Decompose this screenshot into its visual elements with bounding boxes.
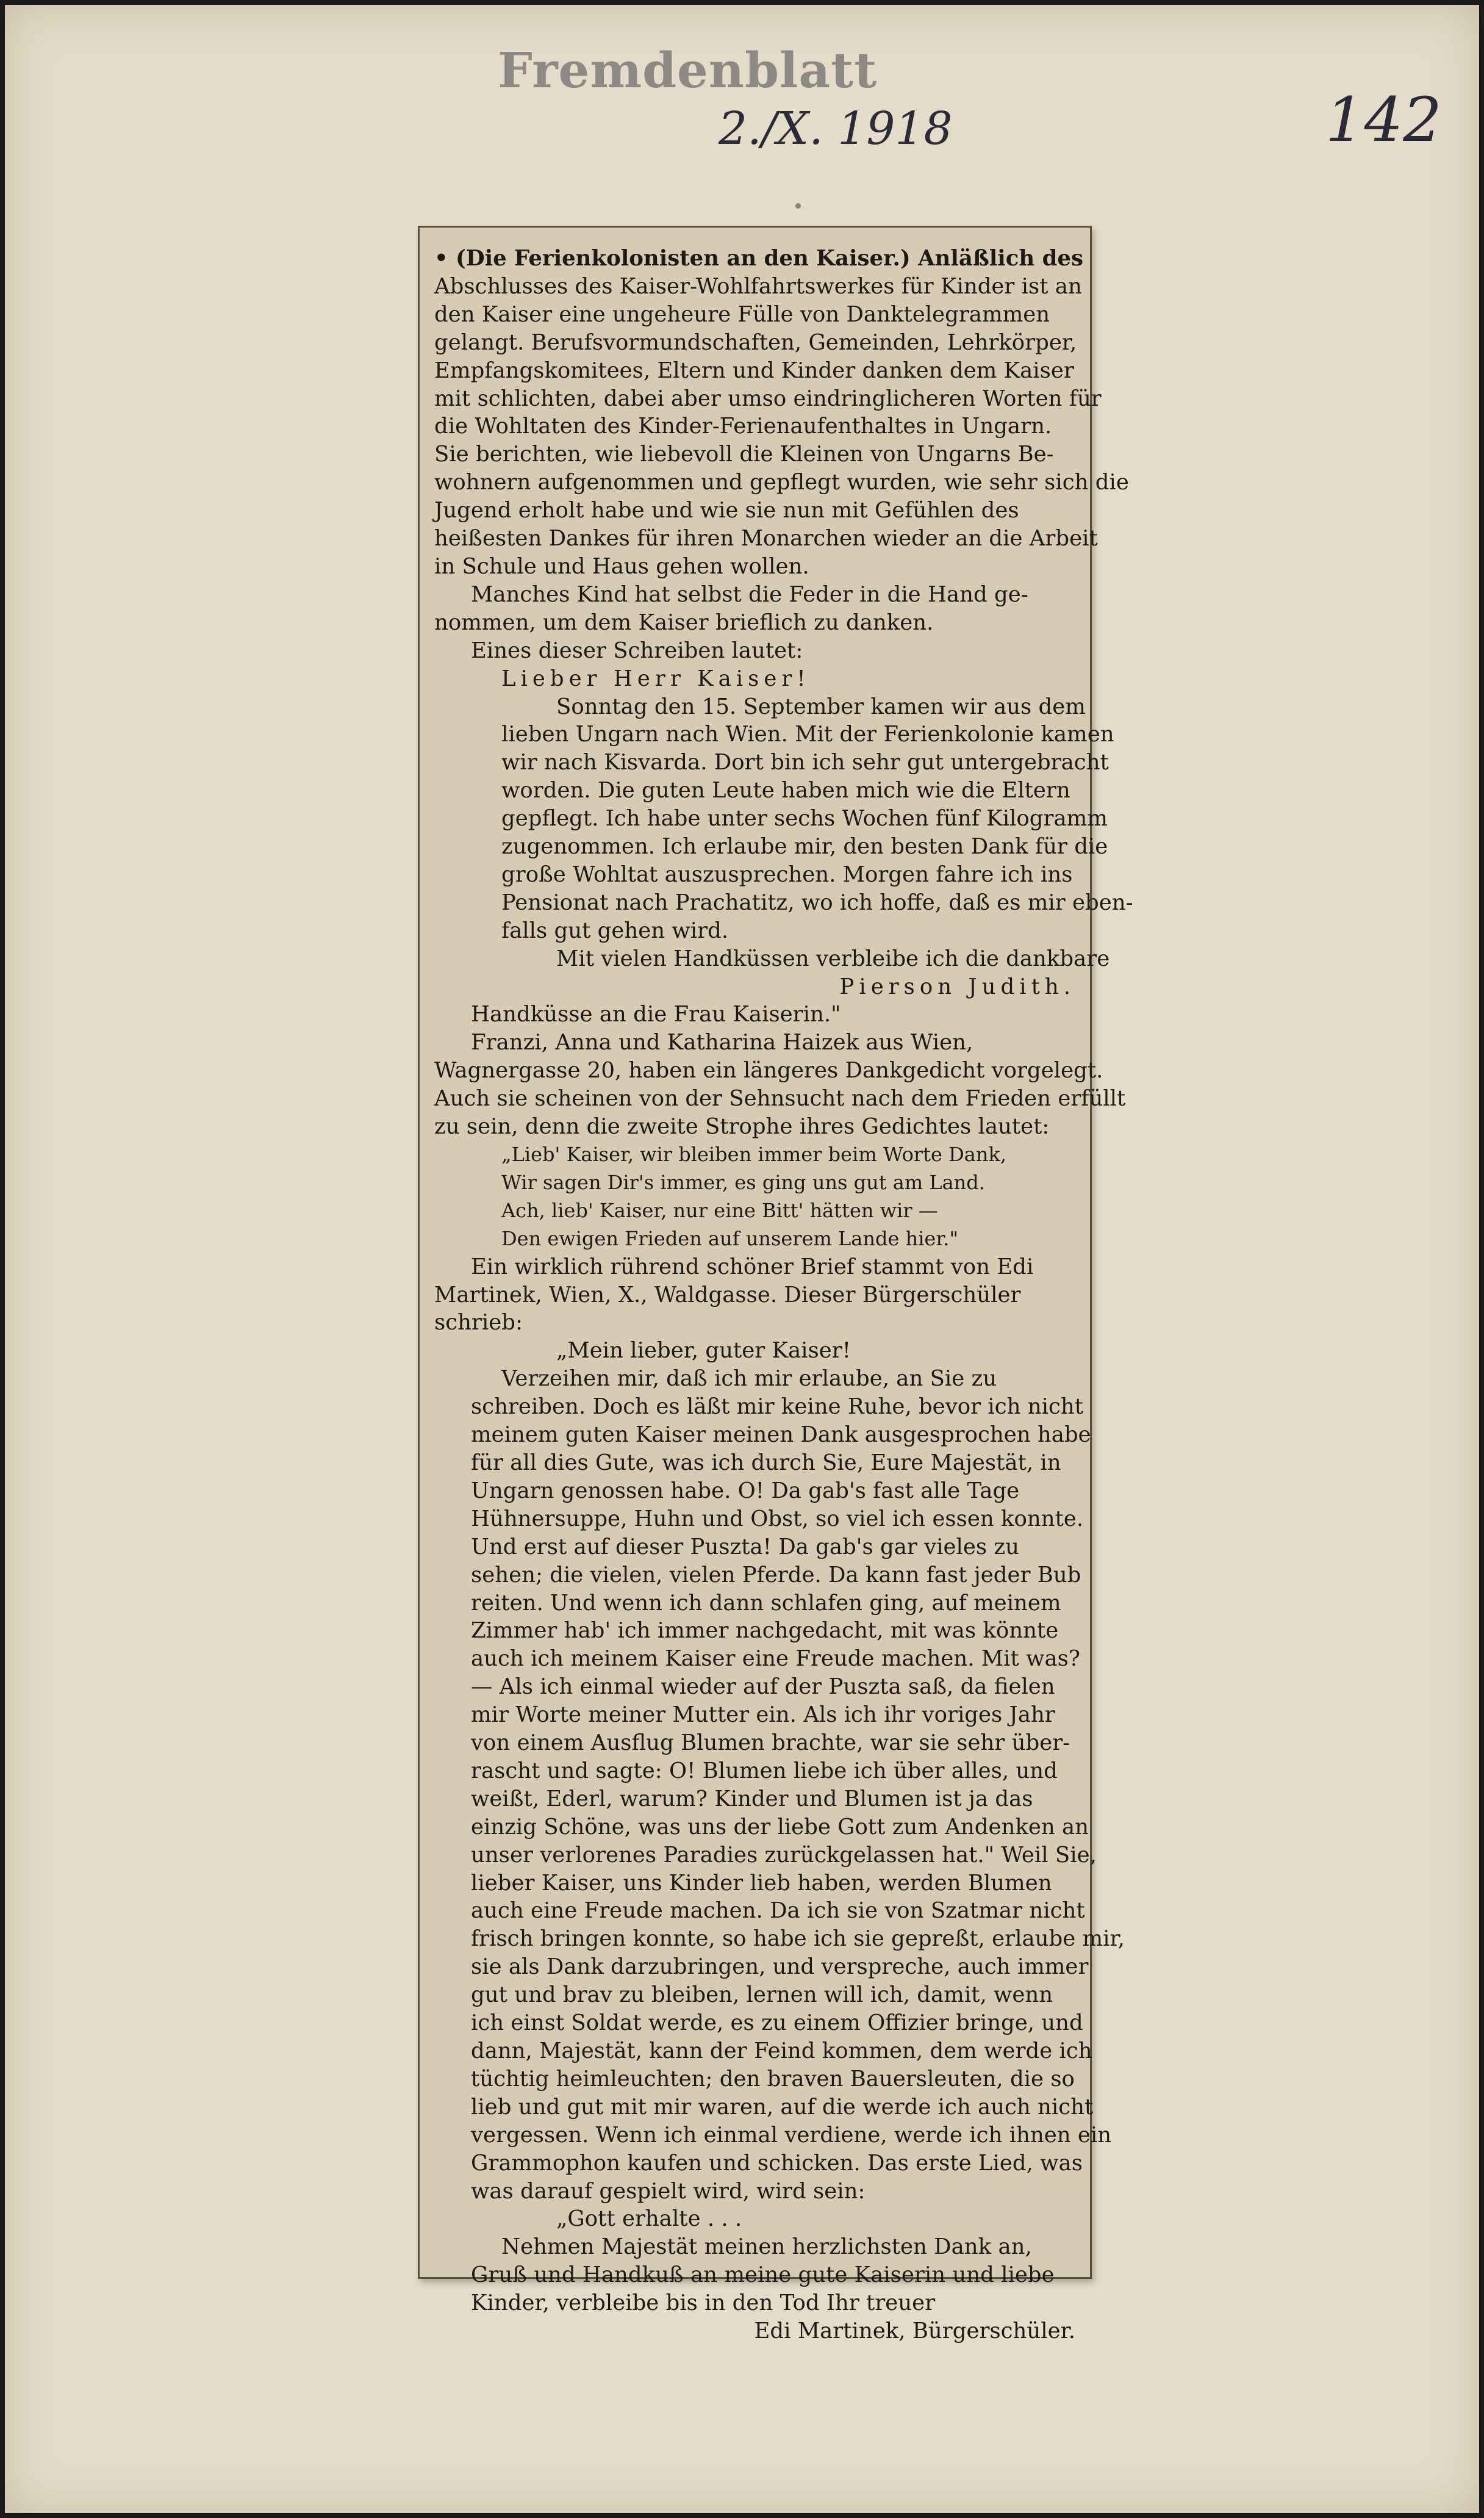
article-line: „Mein lieber, guter Kaiser! [556, 1338, 851, 1364]
article-line: Ein wirklich rührend schöner Brief stammt von Edi [471, 1254, 1034, 1279]
article-line: gelangt. Berufsvormundschaften, Gemeinden, Lehrkörper, [434, 329, 1077, 355]
article-line: Gruß und Handkuß an meine gute Kaiserin und liebe [471, 2262, 1055, 2288]
article-line: zu sein, denn die zweite Strophe ihres Gedichtes lautet: [434, 1114, 1050, 1140]
article-line: lieben Ungarn nach Wien. Mit der Ferienkolonie kamen [501, 722, 1114, 747]
ink-dot [795, 203, 801, 209]
article-line: den Kaiser eine ungeheure Fülle von Danktelegrammen [434, 301, 1050, 327]
article-line: gut und brav zu bleiben, lernen will ich, damit, wenn [471, 1982, 1053, 2008]
article-line: Eines dieser Schreiben lautet: [471, 638, 803, 663]
article-line: zugenommen. Ich erlaube mir, den besten Dank für die [501, 834, 1108, 860]
article-line: wohnern aufgenommen und gepflegt wurden, wie sehr sich die [434, 470, 1129, 495]
article-line: Jugend erholt habe und wie sie nun mit Gefühlen des [434, 498, 1019, 523]
article-line: schrieb: [434, 1310, 523, 1336]
article-line: Martinek, Wien, X., Waldgasse. Dieser Bürgerschüler [434, 1282, 1021, 1308]
article-line: tüchtig heimleuchten; den braven Bauersleuten, die so [471, 2066, 1075, 2092]
article-line: Wir sagen Dir's immer, es ging uns gut am Land. [501, 1170, 985, 1194]
article-line: unser verlorenes Paradies zurückgelassen hat." Weil Sie, [471, 1842, 1097, 1868]
article-line: meinem guten Kaiser meinen Dank ausgesprochen habe [471, 1422, 1091, 1448]
article-line: Pierson Judith. [839, 974, 1075, 999]
article-line: mir Worte meiner Mutter ein. Als ich ihr voriges Jahr [471, 1702, 1055, 1728]
article-line: für all dies Gute, was ich durch Sie, Eure Majestät, in [471, 1450, 1061, 1475]
article-line: dann, Majestät, kann der Feind kommen, dem werde ich [471, 2038, 1092, 2063]
article-line: wir nach Kisvarda. Dort bin ich sehr gut untergebracht [501, 750, 1109, 775]
article-line: große Wohltat auszusprechen. Morgen fahre ich ins [501, 862, 1073, 887]
article-line: frisch bringen konnte, so habe ich sie gepreßt, erlaube mir, [471, 1926, 1125, 1952]
article-line: Edi Martinek, Bürgerschüler. [754, 2318, 1075, 2344]
article-line: „Gott erhalte . . . [556, 2206, 742, 2232]
newspaper-stamp: Fremdenblatt [498, 41, 878, 99]
article-line: mit schlichten, dabei aber umso eindringlicheren Worten für [434, 386, 1102, 411]
article-line: auch eine Freude machen. Da ich sie von Szatmar nicht [471, 1898, 1085, 1924]
article-line: auch ich meinem Kaiser eine Freude machen. Mit was? [471, 1646, 1080, 1672]
article-line: reiten. Und wenn ich dann schlafen ging, auf meinem [471, 1590, 1061, 1616]
article-line: Sonntag den 15. September kamen wir aus dem [556, 694, 1086, 719]
article-line: Verzeihen mir, daß ich mir erlaube, an Sie zu [501, 1366, 997, 1392]
article-line: Sie berichten, wie liebevoll die Kleinen von Ungarns Be- [434, 442, 1054, 467]
article-line: Den ewigen Frieden auf unserem Lande hier." [501, 1226, 959, 1250]
article-line: Lieber Herr Kaiser! [501, 666, 811, 691]
article-line: Grammophon kaufen und schicken. Das erste Lied, was [471, 2150, 1083, 2176]
article-line: Auch sie scheinen von der Sehnsucht nach dem Frieden erfüllt [434, 1086, 1126, 1112]
article-line: was darauf gespielt wird, wird sein: [471, 2178, 866, 2204]
article-line: Abschlusses des Kaiser-Wohlfahrtswerkes für Kinder ist an [434, 273, 1082, 299]
article-line: einzig Schöne, was uns der liebe Gott zum Andenken an [471, 1814, 1089, 1840]
article-line: sehen; die vielen, vielen Pferde. Da kann fast jeder Bub [471, 1562, 1081, 1588]
article-line: ich einst Soldat werde, es zu einem Offizier bringe, und [471, 2010, 1083, 2036]
article-line: schreiben. Doch es läßt mir keine Ruhe, bevor ich nicht [471, 1394, 1083, 1420]
article-line: Und erst auf dieser Puszta! Da gab's gar vieles zu [471, 1534, 1019, 1559]
article-line: Ungarn genossen habe. O! Da gab's fast alle Tage [471, 1478, 1020, 1503]
article-line: sie als Dank darzubringen, und verspreche, auch immer [471, 1954, 1089, 1980]
article-line: Handküsse an die Frau Kaiserin." [471, 1002, 841, 1027]
article-line: falls gut gehen wird. [501, 918, 729, 943]
article-line: Wagnergasse 20, haben ein längeres Dankgedicht vorgelegt. [434, 1058, 1103, 1084]
handwritten-date: 2./X. 1918 [719, 103, 953, 155]
article-line: vergessen. Wenn ich einmal verdiene, werde ich ihnen ein [471, 2122, 1112, 2148]
article-line: worden. Die guten Leute haben mich wie die Eltern [501, 778, 1070, 804]
article-line: • (Die Ferienkolonisten an den Kaiser.) Anläßlich des [434, 246, 1083, 271]
article-line: Zimmer hab' ich immer nachgedacht, mit was könnte [471, 1618, 1059, 1644]
article-line: Franzi, Anna und Katharina Haizek aus Wien, [471, 1030, 973, 1056]
article-line: in Schule und Haus gehen wollen. [434, 553, 809, 579]
article-line: Ach, lieb' Kaiser, nur eine Bitt' hätten wir — [501, 1198, 938, 1222]
article-line: weißt, Ederl, warum? Kinder und Blumen ist ja das [471, 1786, 1033, 1811]
article-line: Kinder, verbleibe bis in den Tod Ihr treuer [471, 2290, 936, 2316]
article-line: von einem Ausflug Blumen brachte, war sie sehr über- [471, 1730, 1070, 1756]
article-line: Pensionat nach Prachatitz, wo ich hoffe, daß es mir eben- [501, 890, 1133, 915]
newspaper-clipping [418, 226, 1133, 2344]
article-line: lieb und gut mit mir waren, auf die werde ich auch nicht [471, 2094, 1094, 2120]
article-line: gepflegt. Ich habe unter sechs Wochen fünf Kilogramm [501, 806, 1108, 832]
handwritten-page-number: 142 [1325, 84, 1442, 156]
article-line: Hühnersuppe, Huhn und Obst, so viel ich essen konnte. [471, 1506, 1084, 1531]
article-line: nommen, um dem Kaiser brieflich zu danken. [434, 610, 934, 635]
article-line: Manches Kind hat selbst die Feder in die Hand ge- [471, 581, 1028, 607]
article-line: rascht und sagte: O! Blumen liebe ich über alles, und [471, 1758, 1058, 1783]
article-line: Empfangskomitees, Eltern und Kinder danken dem Kaiser [434, 358, 1074, 383]
article-line: Mit vielen Handküssen verbleibe ich die dankbare [556, 946, 1110, 971]
article-line: die Wohltaten des Kinder-Ferienaufenthaltes in Ungarn. [434, 414, 1052, 439]
article-line: „Lieb' Kaiser, wir bleiben immer beim Worte Dank, [501, 1143, 1006, 1166]
article-line: — Als ich einmal wieder auf der Puszta saß, da fielen [471, 1674, 1055, 1700]
article-line: Nehmen Majestät meinen herzlichsten Dank an, [501, 2234, 1032, 2260]
article-line: heißesten Dankes für ihren Monarchen wieder an die Arbeit [434, 526, 1098, 552]
article-line: lieber Kaiser, uns Kinder lieb haben, werden Blumen [471, 1870, 1052, 1896]
